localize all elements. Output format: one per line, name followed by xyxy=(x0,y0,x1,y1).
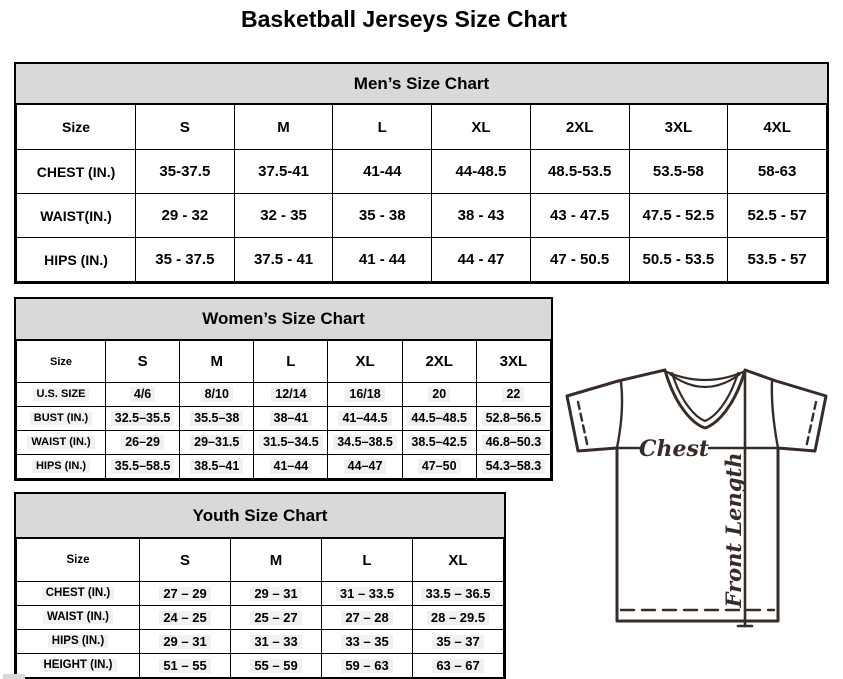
cell-value-text: 27 – 28 xyxy=(341,611,392,626)
cell-value: 58-63 xyxy=(728,150,827,194)
cell-value-text: 26–29 xyxy=(121,435,164,449)
table-row xyxy=(17,238,827,282)
cell-value-text: 25 – 27 xyxy=(250,611,301,626)
youth-size-chart xyxy=(14,492,506,679)
cell-value xyxy=(106,407,180,431)
cell-value xyxy=(476,407,550,431)
cell-value-text: 32.5–35.5 xyxy=(111,411,175,425)
cell-value xyxy=(322,582,413,606)
cell-value xyxy=(180,407,254,431)
cell-value: 52.5 - 57 xyxy=(728,194,827,238)
cell-value-text: 4/6 xyxy=(130,387,155,401)
cell-value-text: 41–44 xyxy=(270,459,313,473)
table-row xyxy=(17,431,551,455)
row-label xyxy=(17,654,140,678)
row-label-text: BUST (IN.) xyxy=(30,412,92,425)
cell-value: 44 - 47 xyxy=(432,238,531,282)
cell-value-text: 51 – 55 xyxy=(159,659,210,674)
table-row xyxy=(17,194,827,238)
cell-value-text: 31 – 33.5 xyxy=(336,587,398,602)
size-table xyxy=(16,104,827,282)
cell-value: 47 - 50.5 xyxy=(530,238,629,282)
cell-value: 32 - 35 xyxy=(234,194,333,238)
column-header: 3XL xyxy=(629,105,728,150)
cell-value: 29 - 32 xyxy=(136,194,235,238)
cell-value-text: 44–47 xyxy=(344,459,387,473)
cell-value xyxy=(402,455,476,479)
cell-value-text: 12/14 xyxy=(271,387,310,401)
cell-value: 44-48.5 xyxy=(432,150,531,194)
right-cuff-dashed-line xyxy=(806,402,816,448)
column-header: 2XL xyxy=(530,105,629,150)
cell-value: 35 - 38 xyxy=(333,194,432,238)
row-label xyxy=(17,407,106,431)
header-row xyxy=(17,341,551,383)
table-row xyxy=(17,630,504,654)
cell-value-text: 41–44.5 xyxy=(338,411,391,425)
cell-value xyxy=(180,455,254,479)
cell-value-text: 35.5–38 xyxy=(190,411,243,425)
cell-value: 35-37.5 xyxy=(136,150,235,194)
cell-value: 50.5 - 53.5 xyxy=(629,238,728,282)
cell-value-text: 38.5–41 xyxy=(190,459,243,473)
cell-value-text: 46.8–50.3 xyxy=(482,435,546,449)
cell-value xyxy=(140,630,231,654)
cell-value xyxy=(322,606,413,630)
cell-value-text: 47–50 xyxy=(418,459,461,473)
cell-value xyxy=(476,455,550,479)
womens-size-chart xyxy=(14,297,553,481)
jersey-outline xyxy=(567,370,826,621)
cell-value xyxy=(413,582,504,606)
cell-value xyxy=(402,383,476,407)
cell-value-text: 28 – 29.5 xyxy=(427,611,489,626)
row-label xyxy=(17,606,140,630)
column-header: 4XL xyxy=(728,105,827,150)
cell-value xyxy=(106,431,180,455)
cell-value-text: 16/18 xyxy=(345,387,384,401)
cell-value xyxy=(231,606,322,630)
row-label: CHEST (IN.) xyxy=(17,150,136,194)
column-header: L xyxy=(333,105,432,150)
page-title: Basketball Jerseys Size Chart xyxy=(240,6,567,32)
column-header: M xyxy=(234,105,333,150)
column-header: Size xyxy=(17,539,140,582)
cell-value xyxy=(254,455,328,479)
cell-value: 53.5 - 57 xyxy=(728,238,827,282)
cell-value xyxy=(476,431,550,455)
row-label xyxy=(17,582,140,606)
cell-value xyxy=(231,654,322,678)
cell-value xyxy=(402,407,476,431)
cell-value-text: 29 – 31 xyxy=(159,635,210,650)
cell-value-text: 54.3–58.3 xyxy=(482,459,546,473)
column-header: XL xyxy=(413,539,504,582)
row-label xyxy=(17,431,106,455)
cell-value-text: 33.5 – 36.5 xyxy=(421,587,494,602)
cell-value: 47.5 - 52.5 xyxy=(629,194,728,238)
row-label-text: CHEST (IN.) xyxy=(42,587,115,600)
cell-value-text: 29 – 31 xyxy=(250,587,301,602)
cell-value xyxy=(328,431,402,455)
row-label-text: WAIST (IN.) xyxy=(43,611,113,624)
column-header: XL xyxy=(328,341,402,383)
front-length-label: Front Length xyxy=(721,452,746,608)
column-header: S xyxy=(106,341,180,383)
cell-value-text: 59 – 63 xyxy=(341,659,392,674)
cell-value xyxy=(413,630,504,654)
size-table xyxy=(16,538,504,678)
cell-value xyxy=(402,431,476,455)
cell-value: 43 - 47.5 xyxy=(530,194,629,238)
column-header: XL xyxy=(432,105,531,150)
table-row xyxy=(17,383,551,407)
cell-value-text: 52.8–56.5 xyxy=(482,411,546,425)
column-header: Size xyxy=(17,341,106,383)
cell-value xyxy=(231,630,322,654)
cell-value-text: 20 xyxy=(428,387,450,401)
cell-value xyxy=(140,654,231,678)
cell-value xyxy=(106,383,180,407)
column-header: S xyxy=(136,105,235,150)
column-header: 2XL xyxy=(402,341,476,383)
cell-value xyxy=(140,606,231,630)
cell-value xyxy=(140,582,231,606)
cell-value-text: 33 – 35 xyxy=(341,635,392,650)
row-label: HIPS (IN.) xyxy=(17,238,136,282)
column-header: Size xyxy=(17,105,136,150)
cell-value: 48.5-53.5 xyxy=(530,150,629,194)
right-sleeve-seam xyxy=(772,382,778,448)
cell-value xyxy=(328,455,402,479)
cell-value xyxy=(254,431,328,455)
cell-value xyxy=(106,455,180,479)
cell-value xyxy=(413,606,504,630)
cell-value xyxy=(476,383,550,407)
cell-value-text: 27 – 29 xyxy=(159,587,210,602)
jersey-measurement-diagram xyxy=(563,358,835,658)
row-label-text: WAIST (IN.) xyxy=(27,436,94,449)
cell-value xyxy=(328,383,402,407)
cell-value xyxy=(231,582,322,606)
cell-value xyxy=(180,383,254,407)
cell-value: 53.5-58 xyxy=(629,150,728,194)
mens-chart-title: Men’s Size Chart xyxy=(16,64,827,104)
column-header: 3XL xyxy=(476,341,550,383)
column-header: S xyxy=(140,539,231,582)
cell-value-text: 8/10 xyxy=(201,387,233,401)
row-label-text: HIPS (IN.) xyxy=(32,460,90,473)
row-label xyxy=(17,630,140,654)
table-row xyxy=(17,606,504,630)
cell-value: 35 - 37.5 xyxy=(136,238,235,282)
cell-value: 41-44 xyxy=(333,150,432,194)
cell-value xyxy=(322,654,413,678)
table-row xyxy=(17,407,551,431)
column-header: M xyxy=(231,539,322,582)
table-row xyxy=(17,582,504,606)
column-header: M xyxy=(180,341,254,383)
cell-value-text: 38–41 xyxy=(270,411,313,425)
cell-value-text: 31 – 33 xyxy=(250,635,301,650)
header-row xyxy=(17,539,504,582)
cell-value xyxy=(254,383,328,407)
row-label-text: HIPS (IN.) xyxy=(48,635,108,648)
youth-chart-title: Youth Size Chart xyxy=(16,494,504,538)
cell-value xyxy=(180,431,254,455)
header-row xyxy=(17,105,827,150)
left-sleeve-seam xyxy=(617,382,622,448)
cell-value: 37.5 - 41 xyxy=(234,238,333,282)
column-header: L xyxy=(322,539,413,582)
cell-value-text: 22 xyxy=(502,387,524,401)
cell-value-text: 35 – 37 xyxy=(432,635,483,650)
cell-value-text: 29–31.5 xyxy=(190,435,243,449)
size-table xyxy=(16,340,551,479)
cell-value: 37.5-41 xyxy=(234,150,333,194)
row-label: WAIST(IN.) xyxy=(17,194,136,238)
column-header: L xyxy=(254,341,328,383)
left-cuff-dashed-line xyxy=(578,402,588,448)
cutoff-next-table-fragment xyxy=(3,674,25,679)
cell-value xyxy=(328,407,402,431)
row-label xyxy=(17,455,106,479)
cell-value-text: 35.5–58.5 xyxy=(111,459,175,473)
mens-size-chart xyxy=(14,62,829,284)
table-row xyxy=(17,455,551,479)
row-label-text: U.S. SIZE xyxy=(33,388,90,401)
cell-value xyxy=(322,630,413,654)
table-row xyxy=(17,654,504,678)
cell-value-text: 34.5–38.5 xyxy=(333,435,397,449)
row-label xyxy=(17,383,106,407)
cell-value-text: 55 – 59 xyxy=(250,659,301,674)
chest-label: Chest xyxy=(638,436,710,462)
cell-value: 41 - 44 xyxy=(333,238,432,282)
row-label-text: HEIGHT (IN.) xyxy=(40,659,117,672)
cell-value-text: 44.5–48.5 xyxy=(407,411,471,425)
cell-value-text: 38.5–42.5 xyxy=(407,435,471,449)
cell-value-text: 24 – 25 xyxy=(159,611,210,626)
cell-value xyxy=(254,407,328,431)
cell-value: 38 - 43 xyxy=(432,194,531,238)
cell-value-text: 63 – 67 xyxy=(432,659,483,674)
cell-value-text: 31.5–34.5 xyxy=(259,435,323,449)
womens-chart-title: Women’s Size Chart xyxy=(16,299,551,340)
table-row xyxy=(17,150,827,194)
cell-value xyxy=(413,654,504,678)
